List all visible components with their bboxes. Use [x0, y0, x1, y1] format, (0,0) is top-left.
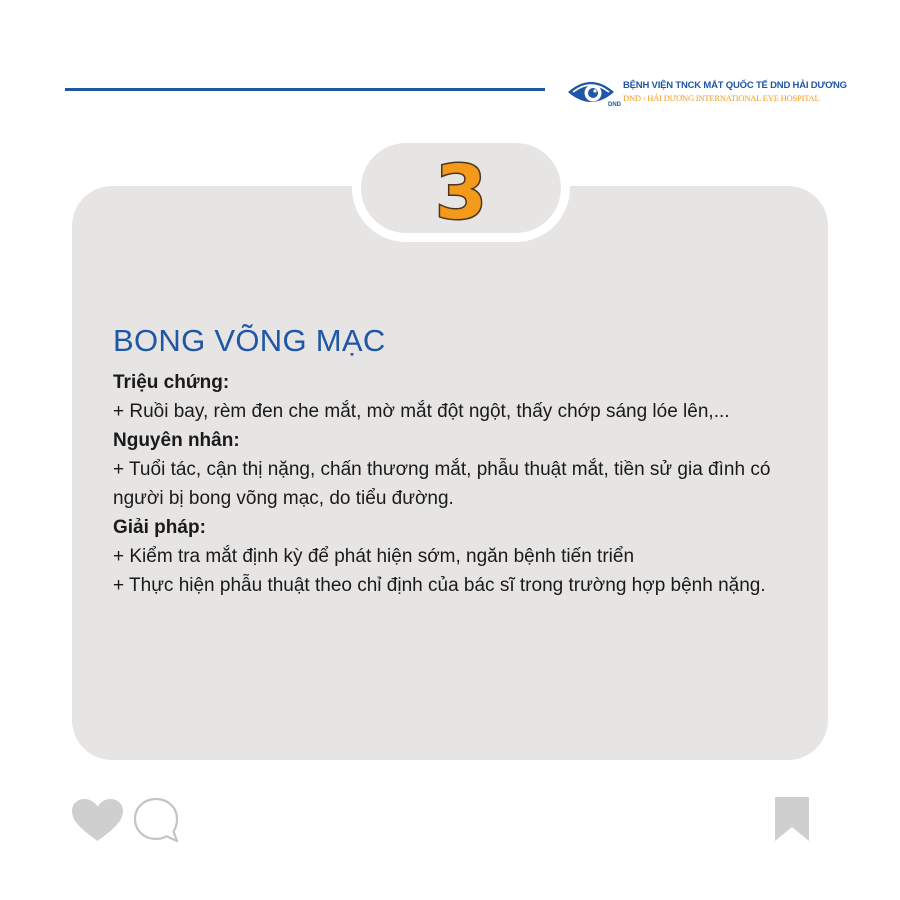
header-divider	[65, 88, 545, 91]
symptoms-heading: Triệu chứng:	[113, 372, 230, 393]
article-body	[113, 368, 803, 600]
hospital-logo	[567, 74, 847, 110]
svg-text:DND: DND	[608, 102, 621, 108]
comment-icon[interactable]	[132, 796, 180, 844]
hospital-name-en: DND - HẢI DƯƠNG INTERNATIONAL EYE HOSPITAL	[623, 93, 820, 103]
number-graphic	[411, 148, 511, 236]
solutions-heading: Giải pháp:	[113, 517, 206, 538]
hospital-name-vi: BỆNH VIỆN TNCK MẮT QUỐC TẾ DND HẢI DƯƠNG	[623, 80, 847, 91]
number-badge	[352, 134, 570, 242]
number-3-text: 3	[435, 150, 487, 236]
bookmark-icon[interactable]	[774, 796, 810, 842]
eye-logo-icon	[567, 76, 619, 108]
causes-heading: Nguyên nhân:	[113, 430, 240, 451]
article-title: BONG VÕNG MẠC	[113, 323, 386, 358]
symptoms-text: + Ruồi bay, rèm đen che mắt, mờ mắt đột ngột, thấy chớp sáng lóe lên,...	[113, 401, 730, 422]
causes-text: + Tuổi tác, cận thị nặng, chấn thương mắt, phẫu thuật mắt, tiền sử gia đình có người bị bong võng mạc, do tiểu đường.	[113, 459, 771, 509]
solution-2-text: + Thực hiện phẫu thuật theo chỉ định của bác sĩ trong trường hợp bệnh nặng.	[113, 575, 766, 596]
heart-icon[interactable]	[71, 798, 124, 842]
solution-1-text: + Kiểm tra mắt định kỳ để phát hiện sớm, ngăn bệnh tiến triển	[113, 546, 635, 567]
